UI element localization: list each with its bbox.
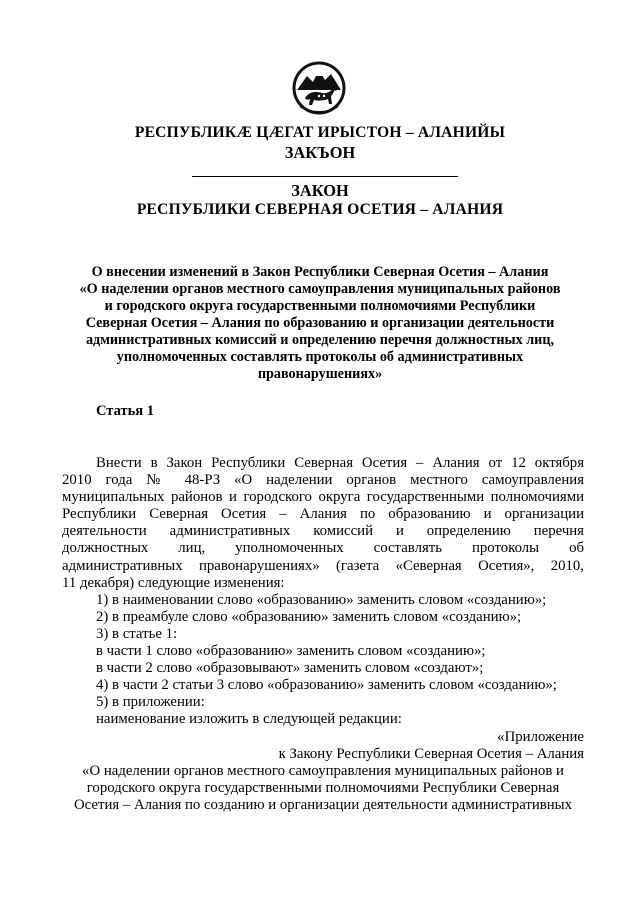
appendix-label: «Приложение xyxy=(497,728,584,745)
body-line: Внести в Закон Республики Северная Осетия – Алания от 12 октября xyxy=(96,455,584,471)
body-line: административных правонарушениях» (газета «Северная Осетия», 2010, xyxy=(62,557,584,574)
title-line: уполномоченных составлять протоколы об административных xyxy=(116,349,524,365)
header-divider xyxy=(192,176,458,177)
title-line: Северная Осетия – Алания по образованию и организации деятельности xyxy=(85,315,555,331)
body-line: деятельности административных комиссий и определению перечня xyxy=(62,523,584,540)
republic-name-russian: РЕСПУБЛИКИ СЕВЕРНАЯ ОСЕТИЯ – АЛАНИЯ xyxy=(136,201,504,218)
article-body xyxy=(62,455,584,814)
amendment-item: 1) в наименовании слово «образованию» заменить словом «созданию»; xyxy=(96,591,547,608)
body-line: Республики Северная Осетия – Алания по образованию и организации xyxy=(62,506,584,523)
body-line: 11 декабря) следующие изменения: xyxy=(62,574,285,591)
amendment-item: 3) в статье 1: xyxy=(96,625,178,642)
amendment-item: в части 1 слово «образованию» заменить словом «созданию»; xyxy=(96,643,486,660)
republic-name-ossetian: РЕСПУБЛИКÆ ЦÆГАТ ИРЫСТОН – АЛАНИЙЫ xyxy=(134,124,506,141)
body-line: должностных лиц, уполномоченных составлять протоколы об xyxy=(62,540,584,557)
amendment-item: наименование изложить в следующей редакции: xyxy=(96,711,402,728)
title-line: правонарушениях» xyxy=(257,366,383,382)
title-line: административных комиссий и определению перечня должностных лиц, xyxy=(85,332,555,348)
article-heading: Статья 1 xyxy=(96,403,154,419)
coat-of-arms-icon xyxy=(291,60,347,116)
title-line: «О наделении органов местного самоуправления муниципальных районов xyxy=(79,281,561,297)
law-label-russian: ЗАКОН xyxy=(291,181,349,200)
law-title xyxy=(62,264,578,383)
title-line: О внесении изменений в Закон Республики Северная Осетия – Алания xyxy=(91,264,549,280)
amendment-item: 5) в приложении: xyxy=(96,694,205,711)
law-label-ossetian: ЗАКЪОН xyxy=(284,143,356,162)
amendment-item: 4) в части 2 статьи 3 слово «образованию» заменить словом «созданию»; xyxy=(96,677,557,694)
body-line: муниципальных районов и городского округа государственными полномочиями xyxy=(62,489,584,506)
appendix-title-line: Осетия – Алания по созданию и организации деятельности административных xyxy=(73,796,573,813)
amendment-item: 2) в преамбуле слово «образованию» заменить словом «созданию»; xyxy=(96,608,522,625)
appendix-title-line: городского округа государственными полномочиями Республики Северная xyxy=(86,779,560,796)
appendix-title-line: «О наделении органов местного самоуправления муниципальных районов и xyxy=(82,762,564,779)
appendix-reference: к Закону Республики Северная Осетия – Алания xyxy=(278,745,584,762)
title-line: и городского округа государственными полномочиями Республики xyxy=(104,298,536,314)
amendment-item: в части 2 слово «образовывают» заменить словом «создают»; xyxy=(96,660,484,677)
body-line: 2010 года № 48-РЗ «О наделении органов местного самоуправления xyxy=(62,472,584,489)
